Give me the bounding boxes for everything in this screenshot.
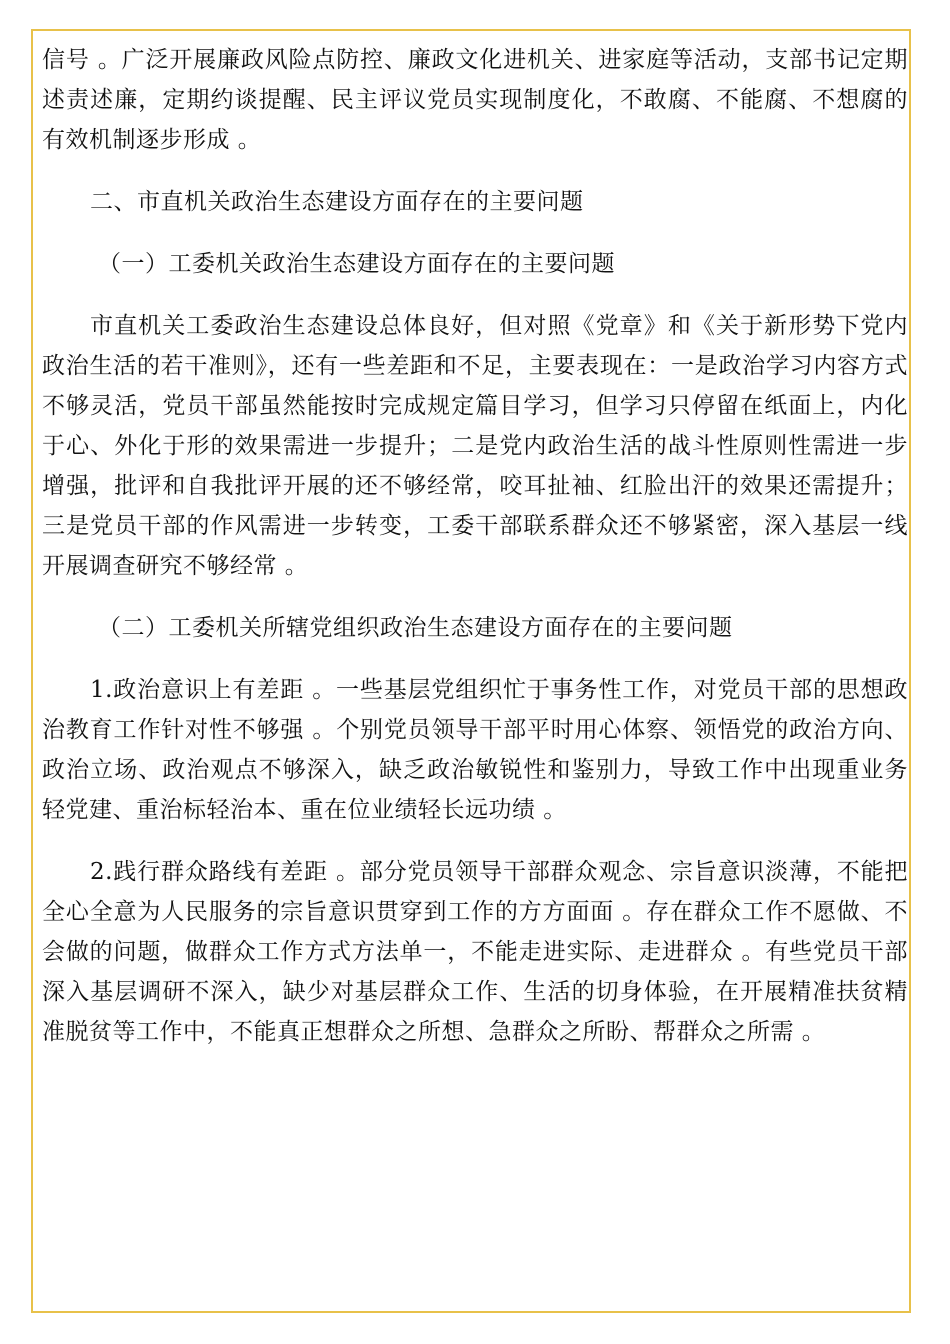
- paragraph-intro-continuation: 信号 。广泛开展廉政风险点防控、廉政文化进机关、进家庭等活动，支部书记定期述责述廉，定期约谈提醒、民主评议党员实现制度化，不敢腐、不能腐、不想腐的有效机制逐步形成 。: [42, 47, 908, 153]
- paragraph-political-awareness: 1.政治意识上有差距 。一些基层党组织忙于事务性工作，对党员干部的思想政治教育工作针对性不够强 。个别党员领导干部平时用心体察、领悟党的政治方向、政治立场、政治观点不够深入，缺乏政治敏锐性和鉴别力，导致工作中出现重业务轻党建、重治标轻治本、重在位业绩轻长远功绩 。: [42, 677, 908, 823]
- paragraph-committee-problems: 市直机关工委政治生态建设总体良好，但对照《党章》和《关于新形势下党内政治生活的若干准则》，还有一些差距和不足，主要表现在：一是政治学习内容方式不够灵活，党员干部虽然能按时完成规定篇目学习，但学习只停留在纸面上，内化于心、外化于形的效果需进一步提升；二是党内政治生活的战斗性原则性需进一步增强，批评和自我批评开展的还不够经常，咬耳扯袖、红脸出汗的效果还需提升；三是党员干部的作风需进一步转变，工委干部联系群众还不够紧密，深入基层一线开展调查研究不够经常 。: [42, 313, 908, 579]
- subsection-heading-1: （一）工委机关政治生态建设方面存在的主要问题: [98, 251, 615, 277]
- paragraph-mass-line: 2.践行群众路线有差距 。部分党员领导干部群众观念、宗旨意识淡薄，不能把全心全意为人民服务的宗旨意识贯穿到工作的方方面面 。存在群众工作不愿做、不会做的问题，做群众工作方式方法单一，不能走进实际、走进群众 。有些党员干部深入基层调研不深入，缺少对基层群众工作、生活的切身体验，在开展精准扶贫精准脱贫等工作中，不能真正想群众之所想、急群众之所盼、帮群众之所需 。: [42, 859, 908, 1045]
- document-body: [42, 40, 908, 1074]
- subsection-heading-2: （二）工委机关所辖党组织政治生态建设方面存在的主要问题: [98, 615, 733, 641]
- section-heading-2: 二、市直机关政治生态建设方面存在的主要问题: [90, 189, 584, 215]
